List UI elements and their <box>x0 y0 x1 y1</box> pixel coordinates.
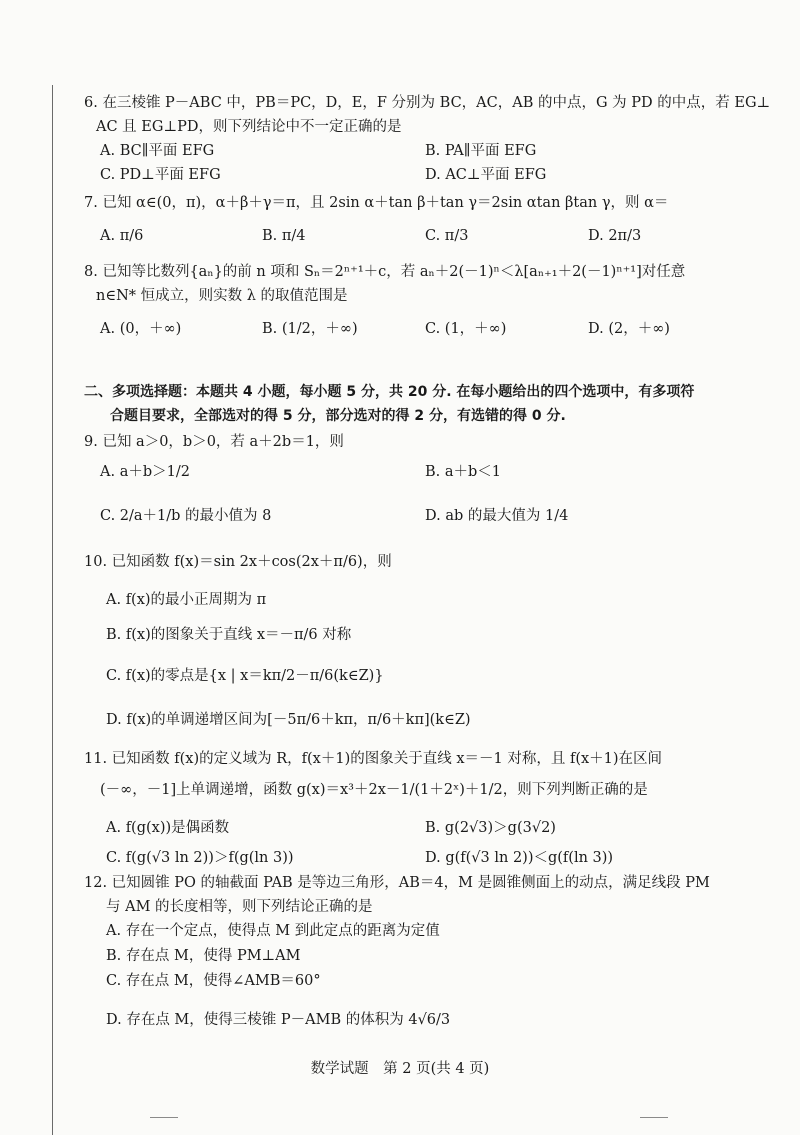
q10-option-c: C. f(x)的零点是{x | x＝kπ/2－π/6(k∈Z)} <box>106 668 384 684</box>
q6-option-d: D. AC⊥平面 EFG <box>425 167 547 183</box>
q7-option-a: A. π/6 <box>100 228 144 244</box>
footer-dash-right <box>640 1117 668 1118</box>
q9-option-c: C. 2/a＋1/b 的最小值为 8 <box>100 508 272 524</box>
q12-option-b: B. 存在点 M，使得 PM⊥AM <box>106 948 301 964</box>
q10-option-d: D. f(x)的单调递增区间为[－5π/6＋kπ，π/6＋kπ](k∈Z) <box>106 712 471 728</box>
q9-stem: 9. 已知 a＞0，b＞0，若 a＋2b＝1，则 <box>84 434 344 450</box>
q12-option-d: D. 存在点 M，使得三棱锥 P－AMB 的体积为 4√6/3 <box>106 1012 451 1028</box>
q11-option-a: A. f(g(x))是偶函数 <box>106 820 230 836</box>
q6-stem-line2: AC 且 EG⊥PD，则下列结论中不一定正确的是 <box>96 119 402 135</box>
q9-option-d: D. ab 的最大值为 1/4 <box>425 508 569 524</box>
q12-option-a: A. 存在一个定点，使得点 M 到此定点的距离为定值 <box>106 923 440 939</box>
q11-option-b: B. g(2√3)＞g(3√2) <box>425 820 556 836</box>
q12-option-c: C. 存在点 M，使得∠AMB＝60° <box>106 973 321 989</box>
q8-option-c: C. (1，＋∞) <box>425 321 507 337</box>
q7-option-c: C. π/3 <box>425 228 469 244</box>
q6-option-b: B. PA∥平面 EFG <box>425 143 537 159</box>
q8-option-d: D. (2，＋∞) <box>588 321 670 337</box>
q10-option-a: A. f(x)的最小正周期为 π <box>106 592 267 608</box>
q8-stem-line1: 8. 已知等比数列{aₙ}的前 n 项和 Sₙ＝2ⁿ⁺¹＋c，若 aₙ＋2(－1)ⁿ＜λ[aₙ₊₁＋2(－1)ⁿ⁺¹]对任意 <box>84 264 686 280</box>
q6-option-a: A. BC∥平面 EFG <box>100 143 215 159</box>
footer-dash-left <box>150 1117 178 1118</box>
q9-option-b: B. a＋b＜1 <box>425 464 502 480</box>
section2-heading-line2: 合题目要求，全部选对的得 5 分，部分选对的得 2 分，有选错的得 0 分. <box>110 408 566 424</box>
q11-option-d: D. g(f(√3 ln 2))＜g(f(ln 3)) <box>425 850 614 866</box>
q6-option-c: C. PD⊥平面 EFG <box>100 167 221 183</box>
q8-option-b: B. (1/2，＋∞) <box>262 321 358 337</box>
q12-stem-line2: 与 AM 的长度相等，则下列结论正确的是 <box>106 899 373 915</box>
q6-stem-line1: 6. 在三棱锥 P－ABC 中，PB＝PC，D，E，F 分别为 BC，AC，AB 的中点，G 为 PD 的中点，若 EG⊥ <box>84 95 771 111</box>
q7-option-d: D. 2π/3 <box>588 228 642 244</box>
q11-stem-line2: (－∞，－1]上单调递增，函数 g(x)＝x³＋2x－1/(1＋2ˣ)＋1/2，则下列判断正确的是 <box>100 782 648 798</box>
q12-stem-line1: 12. 已知圆锥 PO 的轴截面 PAB 是等边三角形，AB＝4，M 是圆锥侧面上的动点，满足线段 PM <box>84 875 710 891</box>
q8-option-a: A. (0，＋∞) <box>100 321 182 337</box>
q10-option-b: B. f(x)的图象关于直线 x＝－π/6 对称 <box>106 627 352 643</box>
q7-option-b: B. π/4 <box>262 228 306 244</box>
q7-stem: 7. 已知 α∈(0，π)，α＋β＋γ＝π，且 2sin α＋tan β＋tan γ＝2sin αtan βtan γ，则 α＝ <box>84 195 669 211</box>
q10-stem: 10. 已知函数 f(x)＝sin 2x＋cos(2x＋π/6)，则 <box>84 554 392 570</box>
q8-stem-line2: n∈N* 恒成立，则实数 λ 的取值范围是 <box>96 288 348 304</box>
q11-option-c: C. f(g(√3 ln 2))＞f(g(ln 3)) <box>106 850 294 866</box>
section2-heading-line1: 二、多项选择题：本题共 4 小题，每小题 5 分，共 20 分. 在每小题给出的四个选项中，有多项符 <box>84 384 695 400</box>
page-footer: 数学试题 第 2 页(共 4 页) <box>310 1061 490 1077</box>
q11-stem-line1: 11. 已知函数 f(x)的定义域为 R，f(x＋1)的图象关于直线 x＝－1 对称，且 f(x＋1)在区间 <box>84 751 663 767</box>
q9-option-a: A. a＋b＞1/2 <box>100 464 190 480</box>
margin-rule <box>52 85 53 1135</box>
